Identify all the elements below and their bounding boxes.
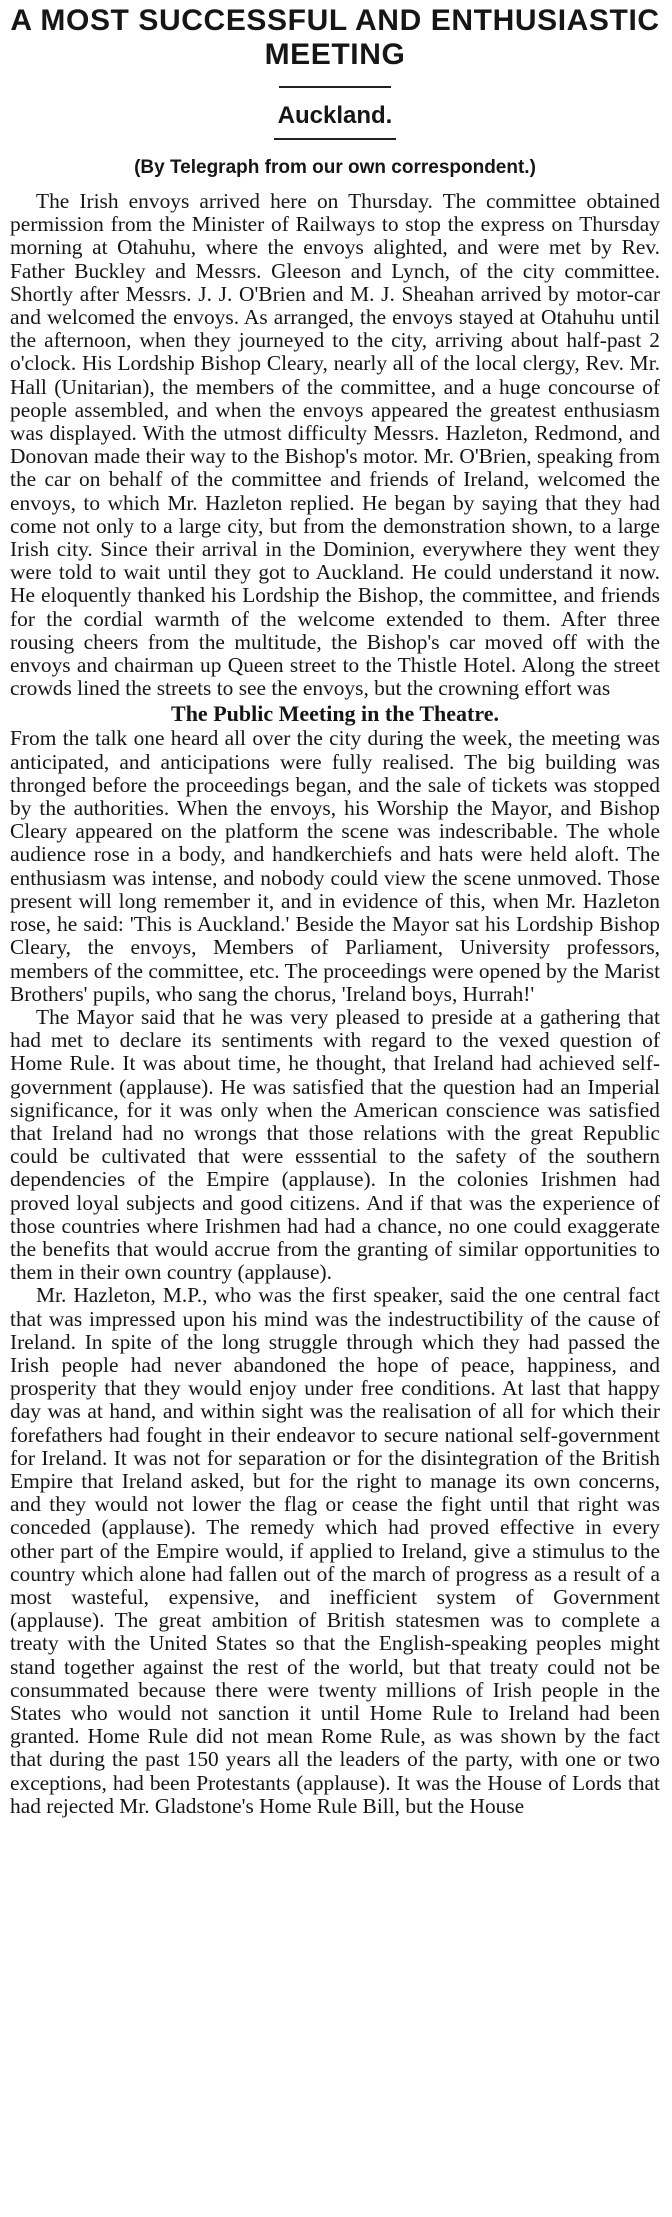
paragraph-mayor: The Mayor said that he was very pleased to preside at a gathering that had met to declare its sentiments with regard to the vexed question of Home Rule. It was about time, he thought, that Ireland had achieved self-government (applause). He was satisfied that the question had an Imperial significance, for it was only when the American conscience was satisfied that Ireland had no wrongs that those relations with the great Republic could be cultivated that were esssential to the safety of the southern dependencies of the Empire (applause). In the colonies Irishmen had proved loyal subjects and good citizens. And if that was the experience of those countries where Irishmen had had a chance, no one could exaggerate the benefits that would accrue from the granting of similar opportunities to them in their own country (applause). bbox=[10, 1004, 660, 1285]
subheading-public-meeting: The Public Meeting in the Theatre. bbox=[171, 701, 499, 727]
headline-divider bbox=[279, 86, 391, 88]
paragraph-hazleton: Mr. Hazleton, M.P., who was the first speaker, said the one central fact that was impressed upon his mind was the indestructibility of the cause of Ireland. In spite of the long struggle through which they had passed the Irish people had never abandoned the hope of peace, happiness, and prosperity that they would enjoy under free conditions. At last that happy day was at hand, and within sight was the realisation of all for which their forefathers had fought in their endeavor to secure national self-government for Ireland. It was not for separation or for the disintegration of the British Empire that Ireland asked, but for the right to manage its own concerns, and they would not lower the flag or cease the fight until that right was conceded (applause). The remedy which had proved effective in every other part of the Empire would, if applied to Ireland, give a stimulus to the country which alone had fallen out of the march of progress as a result of a most wasteful, expensive, and inefficient system of Government (applause). The great ambition of British statesmen was to complete a treaty with the United States so that the English-speaking peoples might stand together against the rest of the world, but that treaty could not be consummated because there were twenty millions of Irish people in the States who would not sanction it until Home Rule to Ireland had been granted. Home Rule did not mean Rome Rule, as was shown by the fact that during the past 150 years all the leaders of the party, with one or two exceptions, had been Protestants (applause). It was the House of Lords that had rejected Mr. Gladstone's Home Rule Bill, but the House bbox=[10, 1283, 660, 1818]
headline bbox=[10, 4, 660, 72]
byline: (By Telegraph from our own correspondent.) bbox=[134, 157, 536, 178]
place-underline bbox=[274, 138, 396, 140]
paragraph-meeting: From the talk one heard all over the city during the week, the meeting was anticipated, and anticipations were fully realised. The big building was thronged before the proceedings began, and the sale of tickets was stopped by the authorities. When the envoys, his Worship the Mayor, and Bishop Cleary appeared on the platform the scene was indescribable. The whole audience rose in a body, and handkerchiefs and hats were held aloft. The enthusiasm was intense, and nobody could view the scene unmoved. Those present will long remember it, and in evidence of this, when Mr. Hazleton rose, he said: 'This is Auckland.' Beside the Mayor sat his Lordship Bishop Cleary, the envoys, Members of Parliament, University professors, members of the committee, etc. The proceedings were opened by the Marist Brothers' pupils, who sang the chorus, 'Ireland boys, Hurrah!' bbox=[10, 726, 661, 1006]
dateline-place: Auckland. bbox=[277, 102, 393, 129]
headline-line-2: MEETING bbox=[264, 38, 406, 71]
paragraph-arrival: The Irish envoys arrived here on Thursday. The committee obtained permission from the Minister of Railways to stop the express on Thursday morning at Otahuhu, where the envoys alighted, and were met by Rev. Father Buckley and Messrs. Gleeson and Lynch, of the city committee. Shortly after Messrs. J. J. O'Brien and M. J. Sheahan arrived by motor-car and welcomed the envoys. As arranged, the envoys stayed at Otahuhu until the afternoon, when they journeyed to the city, arriving about half-past 2 o'clock. His Lordship Bishop Cleary, nearly all of the local clergy, Rev. Mr. Hall (Unitarian), the members of the committee, and a huge concourse of people assembled, and when the envoys appeared the greatest enthusiasm was displayed. With the utmost difficulty Messrs. Hazleton, Redmond, and Donovan made their way to the Bishop's motor. Mr. O'Brien, speaking from the car on behalf of the committee and friends of Ireland, welcomed the envoys, to which Mr. Hazleton replied. He began by saying that they had come not only to a large city, but from the demonstration shown, to a large Irish city. Since their arrival in the Dominion, everywhere they went they were told to wait until they got to Auckland. He could understand it now. He eloquently thanked his Lordship the Bishop, the committee, and friends for the cordial warmth of the welcome extended to them. After three rousing cheers from the multitude, the Bishop's car moved off with the envoys and chairman up Queen street to the Thistle Hotel. Along the street crowds lined the streets to see the envoys, but the crowning effort was bbox=[10, 189, 660, 701]
headline-line-1: A MOST SUCCESSFUL AND ENTHUSIASTIC bbox=[10, 4, 660, 37]
